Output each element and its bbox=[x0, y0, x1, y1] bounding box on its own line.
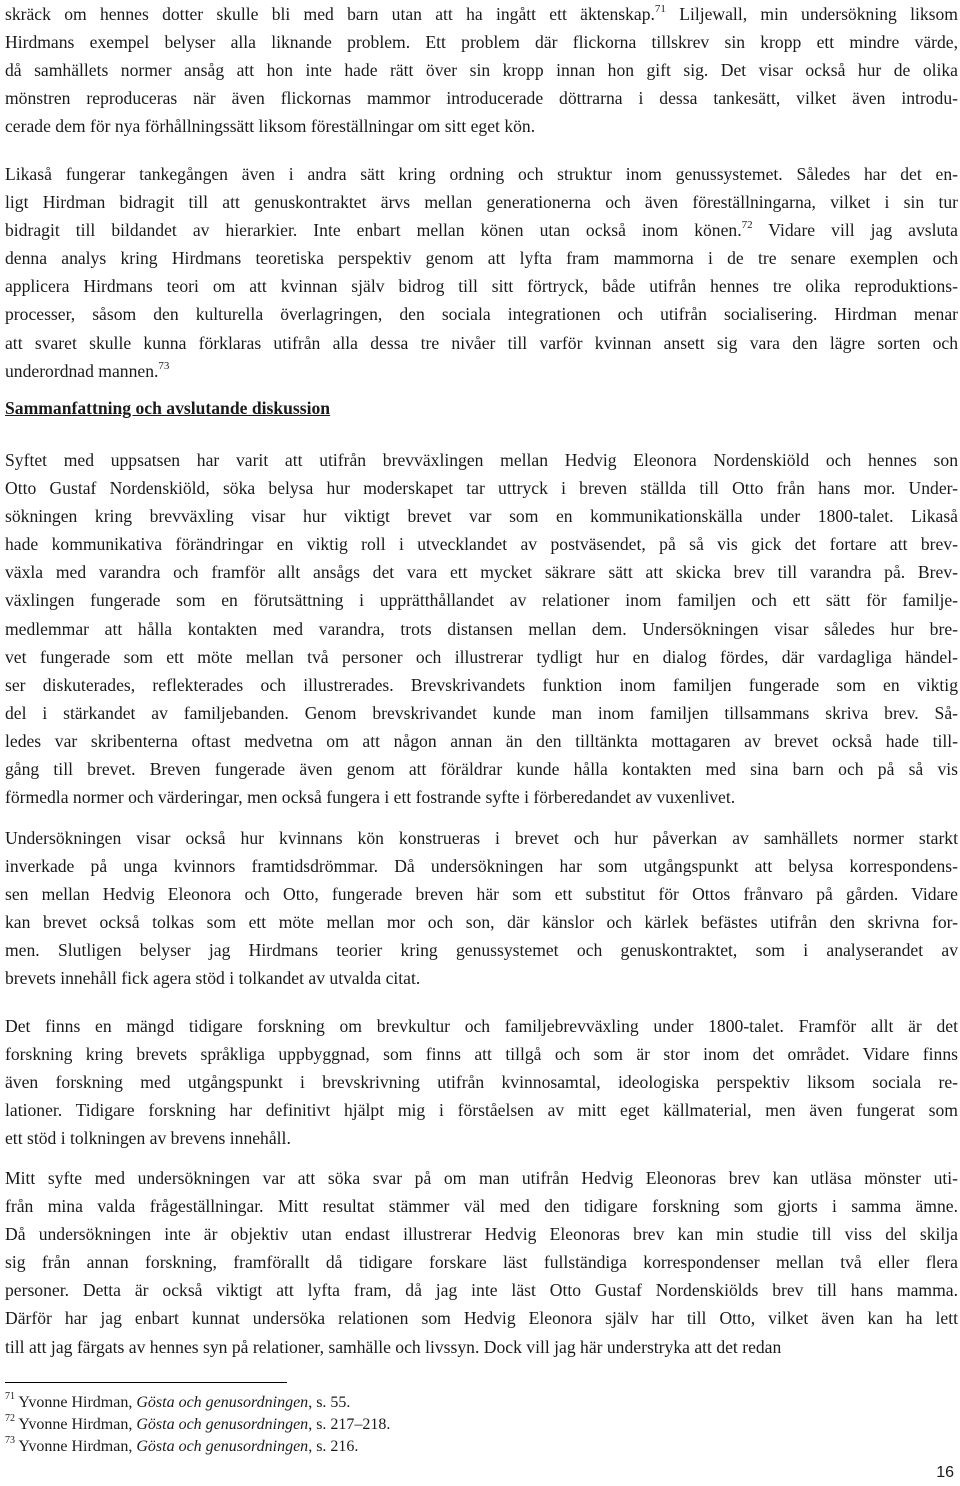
footnote-number: 73 bbox=[5, 1434, 15, 1446]
text-line: växla med varandra och framför allt ansågs det vara ett mycket säkrare sätt att skicka brev till varandra på. Brev- bbox=[5, 562, 958, 583]
footnote-author: Yvonne Hirdman, bbox=[18, 1394, 137, 1411]
footnote-title: Gösta och genusordningen bbox=[136, 1438, 309, 1455]
text-line: då samhällets normer ansåg att hon inte hade rätt över sin kropp innan hon gift sig. Det visar också hur de olika bbox=[5, 60, 958, 81]
text-line: forskning kring brevets språkliga uppbyggnad, som finns att tillgå och som är stor inom det området. Vidare finns bbox=[5, 1044, 958, 1065]
text-line: Likaså fungerar tankegången även i andra sätt kring ordning och struktur inom genussystemet. Således har det en- bbox=[5, 164, 958, 184]
footnote-title: Gösta och genusordningen bbox=[136, 1394, 309, 1411]
footnote-number: 72 bbox=[5, 1412, 15, 1424]
text-line: bidragit till bildandet av hierarkier. Inte enbart mellan könen utan också inom könen.$^{72}$ Vidare vill jag avsluta bbox=[5, 219, 958, 241]
text-line: ser diskuterades, reflekterades och illustrerades. Brevskrivandets funktion inom familjen fungerade som en viktig bbox=[5, 674, 958, 695]
text-line: att svaret skulle kunna förklaras utifrån alla dessa tre nivåer till varför kvinnan ansett sig vara den lägre sorten och bbox=[5, 332, 958, 353]
text-line: Syftet med uppsatsen har varit att utifrån brevväxlingen mellan Hedvig Eleonora Nordenskiöld och hennes son bbox=[5, 450, 958, 470]
footnote bbox=[5, 1392, 390, 1414]
page-number: 16 bbox=[936, 1464, 954, 1481]
text-line: gång till brevet. Breven fungerade även genom att föräldrar kunde hålla kontakten med sina barn och på så vis bbox=[5, 759, 958, 780]
text-line: till att jag färgats av hennes syn på relationer, samhälle och livssyn. Dock vill jag här understryka att det redan bbox=[5, 1336, 782, 1357]
text-line: kan brevet också tolkas som ett möte mellan mor och son, där känslor och kärlek befästes utifrån den skrivna for- bbox=[5, 912, 958, 933]
text-line: Hirdmans exempel belyser alla liknande problem. Ett problem där flickorna tillskrev sin kropp ett mindre värde, bbox=[5, 32, 958, 53]
text-line: Otto Gustaf Nordenskiöld, söka belysa hur moderskapet tar uttryck i breven ställda till Otto från hans mor. Under- bbox=[5, 478, 958, 499]
footnote-reference: 73 bbox=[158, 359, 170, 372]
text-line: från mina valda frågeställningar. Mitt resultat stämmer väl med den tidigare forskning som gjorts i samma ämne. bbox=[5, 1196, 958, 1217]
text-line: applicera Hirdmans teori om att kvinnan själv bidrog till sitt förtryck, både utifrån hennes tre olika reproduktions- bbox=[5, 276, 958, 297]
footnote-reference: 71 bbox=[654, 3, 666, 16]
text-line: Då undersökningen inte är objektiv utan endast illustrerar Hedvig Eleonoras brev kan min studie till viss del skilja bbox=[5, 1224, 958, 1245]
text-line: processer, såsom den kulturella överlagringen, den sociala integrationen och utifrån socialisering. Hirdman menar bbox=[5, 304, 958, 325]
text-line: Det finns en mängd tidigare forskning om brevkultur och familjebrevväxling under 1800-talet. Framför allt är det bbox=[5, 1016, 958, 1036]
text-line: mönstren reproduceras när även flickornas mammor introducerade döttrarna i dessa tankesätt, vilket även introdu- bbox=[5, 88, 958, 109]
text-line: underordnad mannen.$^{73}$ bbox=[5, 359, 170, 381]
footnote-title: Gösta och genusordningen bbox=[136, 1416, 309, 1433]
text-line: denna analys kring Hirdmans teoretiska perspektiv genom att lyfta fram mammorna i de tre senare exemplen och bbox=[5, 248, 958, 269]
text-line: Undersökningen visar också hur kvinnans kön konstrueras i brevet och hur påverkan av samhällets normer starkt bbox=[5, 828, 958, 848]
text-line: förmedla normer och värderingar, men också fungera i ett fostrande syfte i förberedandet av vuxenlivet. bbox=[5, 787, 736, 808]
paragraph bbox=[5, 160, 958, 385]
footnote bbox=[5, 1436, 390, 1458]
paragraph bbox=[5, 446, 958, 811]
paragraph bbox=[5, 1164, 958, 1361]
text-line: del i stärkandet av familjebanden. Genom brevskrivandet kunde man inom familjen tillsammans skriva brev. Så- bbox=[5, 702, 958, 723]
text-line: skräck om hennes dotter skulle bli med barn utan att ha ingått ett äktenskap.$^{71}$ Liljewall, min undersökning liksom bbox=[5, 3, 958, 24]
text-line: hade kommunikativa förändringar en viktig roll i utvecklandet av postväsendet, på så vis gick det fortare att brev- bbox=[5, 534, 958, 555]
text-line: medlemmar att hålla kontakten med varandra, trots distansen mellan dem. Undersökningen visar således hur bre- bbox=[5, 618, 958, 639]
text-line: inverkade på unga kvinnors framtidsdrömmar. Då undersökningen har som utgångspunkt att belysa korrespondens- bbox=[5, 856, 958, 877]
text-line: lationer. Tidigare forskning har definitivt hjälpt mig i förståelsen av mitt eget källmaterial, men även fungerat som bbox=[5, 1100, 958, 1121]
text-line: sen mellan Hedvig Eleonora och Otto, fungerade breven här som ett substitut för Ottos frånvaro på gården. Vidare bbox=[5, 884, 958, 905]
text-line: personer. Detta är också viktigt att lyfta fram, då jag inte läst Otto Gustaf Nordenskiölds brev till hans mamma. bbox=[5, 1280, 958, 1301]
text-line: även forskning med utgångspunkt i brevskrivning utifrån kvinnosamtal, ideologiska perspektiv liksom sociala re- bbox=[5, 1072, 958, 1093]
footnote-separator bbox=[5, 1382, 287, 1383]
paragraph bbox=[5, 0, 958, 140]
text-line: vet fungerade som ett möte mellan två personer och illustrerar tydligt hur en dialog fördes, där vardagliga händel- bbox=[5, 646, 958, 667]
footnote-pages: , s. 55. bbox=[308, 1394, 351, 1411]
footnote-number: 71 bbox=[5, 1390, 15, 1402]
footnote-pages: , s. 217–218. bbox=[308, 1416, 391, 1433]
text-line: ligt Hirdman bidragit till att genuskontraktet ärvs mellan generationerna och även föreställningarna, vilket i sin tur bbox=[5, 192, 958, 213]
footnote-pages: , s. 216. bbox=[308, 1438, 359, 1455]
footnote bbox=[5, 1414, 390, 1436]
footnote-author: Yvonne Hirdman, bbox=[18, 1438, 137, 1455]
footnote-author: Yvonne Hirdman, bbox=[18, 1416, 137, 1433]
text-line: brevets innehåll fick agera stöd i tolkandet av utvalda citat. bbox=[5, 968, 421, 989]
paragraph bbox=[5, 824, 958, 993]
text-line: sökningen kring brevväxling visar hur viktigt brevet var som en kommunikationskälla under 1800-talet. Likaså bbox=[5, 506, 958, 527]
text-line: men. Slutligen belyser jag Hirdmans teorier kring genussystemet och genuskontraktet, som i analyserandet av bbox=[5, 940, 958, 961]
text-line: ledes var skribenterna oftast medvetna om att någon annan än den tilltänkta mottagaren av brevet också hade till- bbox=[5, 730, 958, 751]
paragraph bbox=[5, 1012, 958, 1152]
text-line: sig från annan forskning, framförallt då tidigare forskare läst fullständiga korrespondenser mellan två eller flera bbox=[5, 1252, 958, 1273]
text-line: Därför har jag enbart kunnat undersöka relationen som Hedvig Eleonora själv har till Otto, vilket även kan ha lett bbox=[5, 1308, 958, 1329]
section-heading: Sammanfattning och avslutande diskussion bbox=[5, 398, 331, 418]
text-line: växlingen fungerade som en förutsättning i upprätthållandet av relationer inom familjen och ett sätt för familje- bbox=[5, 590, 958, 611]
text-line: ett stöd i tolkningen av brevens innehåll. bbox=[5, 1128, 291, 1149]
footnote-reference: 72 bbox=[741, 219, 753, 232]
footnotes bbox=[5, 1392, 390, 1458]
text-line: cerade dem för nya förhållningssätt liksom föreställningar om sitt eget kön. bbox=[5, 116, 536, 137]
text-line: Mitt syfte med undersökningen var att söka svar på om man utifrån Hedvig Eleonoras brev kan utläsa mönster uti- bbox=[5, 1168, 958, 1188]
